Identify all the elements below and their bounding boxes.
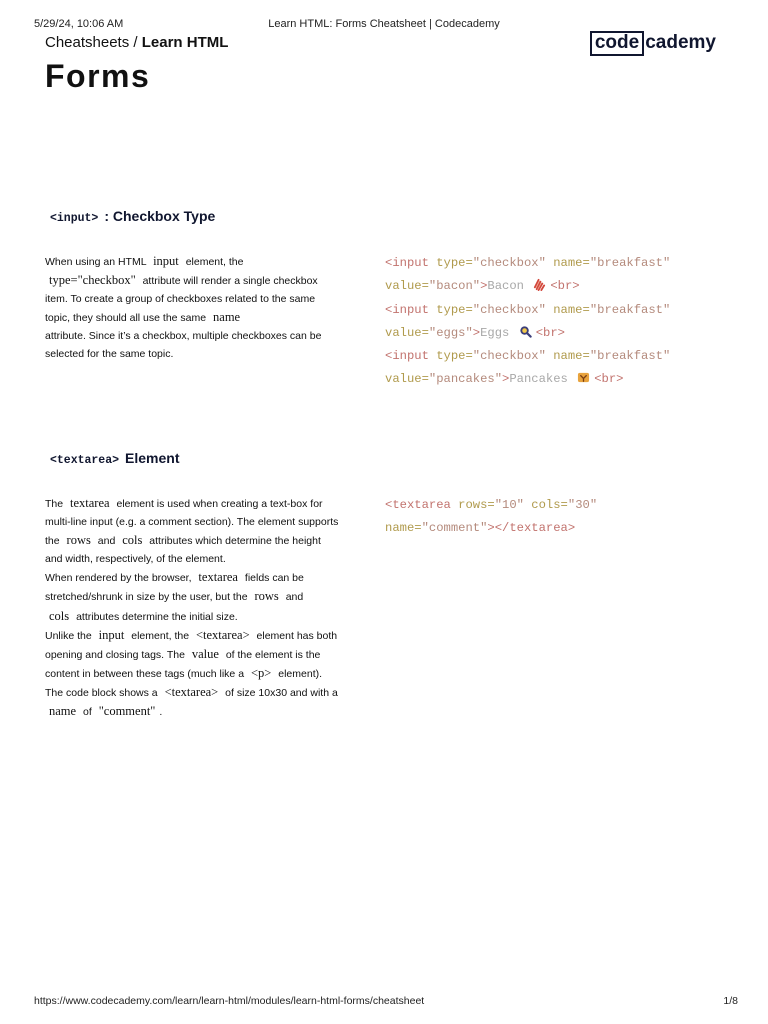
code-line: <input type="checkbox" name="breakfast" [385, 349, 671, 364]
desc-text: attributes which determine the height and width, respectively, of the element. [45, 535, 321, 566]
breadcrumb-current-link[interactable]: Learn HTML [141, 34, 229, 51]
desc-code-term: name [49, 704, 77, 719]
desc-text: element, the [131, 629, 190, 642]
page-title: Forms [45, 58, 151, 94]
desc-text: of the element is the content in between these tags (much like a [45, 648, 321, 680]
breadcrumb [45, 34, 228, 51]
section-description-textarea [45, 494, 340, 721]
desc-code-term: cols [122, 533, 143, 548]
heading-text: Element [125, 450, 180, 466]
code-line: <textarea rows="10" cols="30" [385, 498, 598, 512]
desc-text: element, the [185, 256, 244, 268]
desc-text: The [45, 498, 64, 510]
desc-code-term: input [153, 254, 179, 268]
pancakes-emoji-icon [577, 371, 590, 384]
print-document-title: Learn HTML: Forms Cheatsheet | Codecademy [268, 18, 500, 30]
desc-code-term: name [213, 310, 241, 325]
breadcrumb-separator: / [129, 34, 142, 51]
code-block-textarea [385, 494, 755, 541]
desc-text: . [159, 706, 163, 719]
desc-text: element). The code block shows a [45, 667, 323, 699]
desc-text: attribute will render a single checkbox item. To create a group of checkboxes related to the same topic, they should all use the same [45, 275, 318, 325]
codecademy-logo[interactable] [590, 30, 716, 56]
desc-text: fields can be stretched/shrunk in size by the user, but the [45, 572, 304, 604]
code-line: value="pancakes">Pancakes <br> [385, 372, 624, 387]
footer-page-number: 1/8 [723, 995, 738, 1007]
code-line: <input type="checkbox" name="breakfast" [385, 256, 671, 270]
desc-text: and [97, 535, 116, 548]
desc-code-term: input [98, 627, 125, 642]
bacon-emoji-icon [533, 278, 546, 291]
heading-code: <textarea> [50, 454, 120, 467]
print-datetime: 5/29/24, 10:06 AM [34, 18, 124, 30]
desc-code-term: rows [66, 533, 91, 548]
desc-code-term: value [191, 646, 219, 661]
section-heading-textarea [50, 450, 179, 467]
desc-text: attribute. Since it’s a checkbox, multiple checkboxes can be selected for the same topic. [45, 330, 322, 361]
footer-url: https://www.codecademy.com/learn/learn-html/modules/learn-html-forms/cheatsheet [34, 995, 425, 1007]
code-block-checkbox [385, 252, 755, 392]
desc-code-term: <p> [250, 665, 272, 680]
logo-code-box: code [590, 31, 644, 56]
section-heading-checkbox [50, 208, 215, 225]
desc-code-term: textarea [198, 570, 238, 585]
desc-text: When using an HTML [45, 256, 147, 268]
code-line: value="eggs">Eggs <br> [385, 325, 565, 340]
desc-text: of [83, 706, 92, 719]
code-line: name="comment"></textarea> [385, 521, 576, 536]
desc-text: When rendered by the browser, [45, 572, 192, 585]
desc-text: of size 10x30 and with a [225, 686, 338, 699]
desc-code-term: cols [49, 608, 70, 623]
breadcrumb-parent-link[interactable]: Cheatsheets [45, 34, 130, 51]
desc-text: element has both opening and closing tags. The [45, 629, 338, 661]
desc-code-term: rows [254, 589, 279, 604]
desc-text: element is used when creating a text-box for multi-line input (e.g. a comment section). The element supports the [45, 498, 339, 548]
code-line: <input type="checkbox" name="breakfast" [385, 302, 671, 317]
desc-code-term: type="checkbox" [49, 273, 136, 288]
section-description-checkbox [45, 252, 340, 364]
eggs-emoji-icon [519, 325, 532, 338]
desc-text: Unlike the [45, 629, 92, 642]
heading-code: <input> [50, 212, 99, 225]
desc-code-term: <textarea> [195, 627, 250, 642]
heading-text: : Checkbox Type [104, 208, 216, 224]
desc-text: and [285, 591, 304, 604]
desc-code-term: "comment" [98, 704, 156, 719]
desc-code-term: textarea [70, 496, 110, 510]
desc-text: attributes determine the initial size. [76, 610, 238, 623]
logo-rest: cademy [645, 32, 716, 53]
desc-code-term: <textarea> [164, 684, 219, 699]
code-line: value="bacon">Bacon <br> [385, 279, 580, 294]
